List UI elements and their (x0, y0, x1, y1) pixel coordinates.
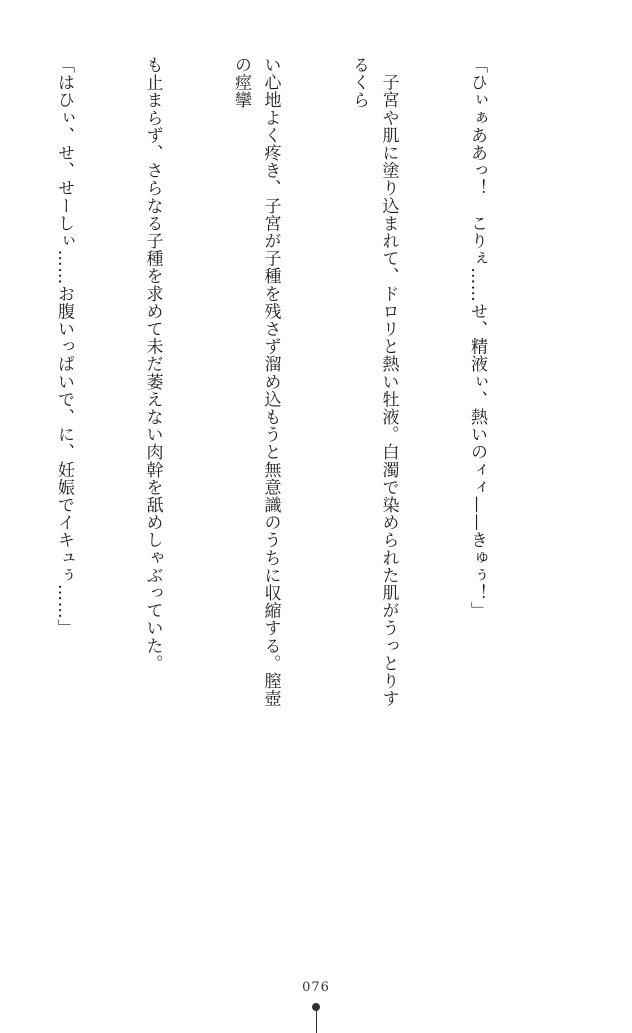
text-line: い心地よく疼き、子宮が子種を残さず溜め込もうと無意識のうちに収縮する。膣壺の痙攣 (231, 56, 281, 708)
page-marker-line (316, 1010, 317, 1033)
text-line: 「はひぃ、せ、せーしぃ……お腹いっぱいで、に、妊娠でイキュぅ……」 (54, 56, 74, 637)
text-line: 「ひぃぁああっ！ こりぇ……せ、精液ぃ、熱いのィィ——きゅぅ！」 (467, 56, 487, 620)
text-line: 子宮や肌に塗り込まれて、ドロリと熱い牡液。白濁で染められた肌がうっとりするくら (349, 56, 399, 708)
text-line: も止まらず、さらなる子種を求めて未だ萎えない肉幹を舐めしゃぶっていた。 (142, 56, 163, 672)
vertical-text-block (0, 56, 550, 716)
page-number: 076 (302, 980, 330, 995)
